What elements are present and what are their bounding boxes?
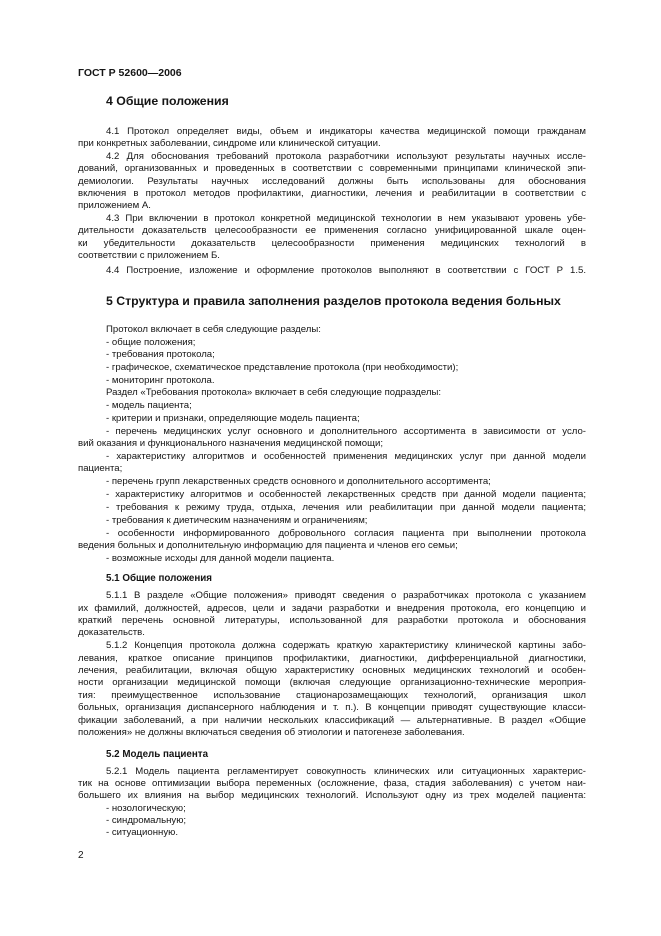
text-line: - характеристику алгоритмов и особенностей лекарственных средств при данной модели пациента; — [106, 489, 586, 500]
text-line: тик на основе оптимизации выбора переменных (осложнение, фаза, стадия заболевания) с учетом наи- — [78, 778, 586, 789]
text-line: 5.2.1 Модель пациента регламентирует совокупность клинических или ситуационных характерис- — [106, 766, 586, 777]
text-line: их фамилий, должностей, адресов, цели и задачи разработки и внедрения протокола, его концепцию и — [78, 603, 586, 614]
text-line: приложением А. — [78, 200, 151, 211]
section-heading-sec5: 5 Структура и правила заполнения разделов протокола ведения больных — [106, 294, 561, 308]
text-line: - перечень групп лекарственных средств основного и дополнительного ассортимента; — [106, 476, 491, 487]
text-line: положения» не должны включаться сведения об этиологии и патогенезе заболевания. — [78, 727, 465, 738]
standard-header: ГОСТ Р 52600—2006 — [78, 67, 182, 79]
page-number: 2 — [78, 850, 84, 861]
text-line: фикации заболеваний, а при наличии нескольких классификаций — альтернативные. В раздел «Общие — [78, 715, 586, 726]
text-line: Раздел «Требования протокола» включает в себя следующие подразделы: — [106, 387, 442, 398]
text-line: ки убедительности доказательств целесообразности применения медицинских технологий в — [78, 238, 586, 249]
section-heading-sec4: 4 Общие положения — [106, 94, 229, 108]
text-line: 5.1.2 Концепция протокола должна содержать краткую характеристику клинической картины забо- — [106, 640, 586, 651]
text-line: дований, организованных и проведенных в соответствии с современными принципами клинической эпи- — [78, 163, 586, 174]
subsection-heading-sub51: 5.1 Общие положения — [106, 573, 213, 584]
text-line: соответствии с приложением Б. — [78, 250, 220, 261]
text-line: больных, организация диспансерного наблюдения и т. п.). В концепции приводят существующие класси- — [78, 702, 586, 713]
text-line: большего их влияния на выбор медицинских технологий. Используют одну из трех моделей пациента: — [78, 790, 586, 801]
text-line: пациента; — [78, 463, 123, 474]
text-line: - критерии и признаки, определяющие модель пациента; — [106, 413, 360, 424]
text-line: - ситуационную. — [106, 827, 178, 838]
text-line: ведения больных и дополнительную информацию для пациента и членов его семьи; — [78, 540, 458, 551]
text-line: - требования к диетическим назначениям и ограничениям; — [106, 515, 368, 526]
text-line: - требования протокола; — [106, 349, 215, 360]
text-line: доказательств. — [78, 627, 145, 638]
text-line: включения в протокол методов профилактики, диагностики, лечения и реабилитации в соответствии с — [78, 188, 586, 199]
text-line: 4.2 Для обоснования требований протокола разработчики используют результаты научных иссле- — [106, 151, 586, 162]
text-line: при конкретных заболевании, синдроме или клинической ситуации. — [78, 138, 381, 149]
text-line: 4.4 Построение, изложение и оформление протоколов выполняют в соответствии с ГОСТ Р 1.5. — [106, 265, 586, 276]
text-line: - требования к режиму труда, отдыха, лечения или реабилитации при данной модели пациента; — [106, 502, 586, 513]
text-line: ности организации медицинской помощи (включая следующие организационно-технические мероприя- — [78, 677, 586, 688]
text-line: - модель пациента; — [106, 400, 192, 411]
text-line: 5.1.1 В разделе «Общие положения» приводят сведения о разработчиках протокола с указанием — [106, 590, 586, 601]
text-line: 4.1 Протокол определяет виды, объем и индикаторы качества медицинской помощи гражданам — [106, 126, 586, 137]
text-line: - особенности информированного добровольного согласия пациента при выполнении протокола — [106, 528, 586, 539]
text-line: 4.3 При включении в протокол конкретной медицинской технологии в нем указывают уровень убе- — [106, 213, 586, 224]
text-line: - возможные исходы для данной модели пациента. — [106, 553, 335, 564]
text-line: - нозологическую; — [106, 803, 186, 814]
text-line: Протокол включает в себя следующие разделы: — [106, 324, 321, 335]
text-line: - характеристику алгоритмов и особенностей применения медицинских услуг при данной модели — [106, 451, 586, 462]
text-line: левания, краткое описание принципов профилактики, диагностики, дифференциальной диагностики, — [78, 653, 586, 664]
text-line: краткий перечень основной литературы, использованной для разработки протокола и обоснования — [78, 615, 586, 626]
text-line: дительности доказательств целесообразности ее применения согласно унифицированной шкале оцен- — [78, 225, 586, 236]
text-line: - синдромальную; — [106, 815, 187, 826]
text-line: лечения, реабилитации, включая общую характеристику основных медицинских технологий и особен- — [78, 665, 586, 676]
text-line: демиологии. Результаты научных исследований должны быть использованы для обоснования — [78, 176, 586, 187]
text-line: - мониторинг протокола. — [106, 375, 215, 386]
text-line: вий оказания и функционального назначения медицинской помощи; — [78, 438, 384, 449]
subsection-heading-sub52: 5.2 Модель пациента — [106, 749, 209, 760]
text-line: - графическое, схематическое представление протокола (при необходимости); — [106, 362, 459, 373]
text-line: тия: преимущественное использование стационарозамещающих технологий, организация школ — [78, 690, 586, 701]
text-line: - общие положения; — [106, 337, 196, 348]
text-line: - перечень медицинских услуг основного и дополнительного ассортимента в зависимости от усло- — [106, 426, 586, 437]
